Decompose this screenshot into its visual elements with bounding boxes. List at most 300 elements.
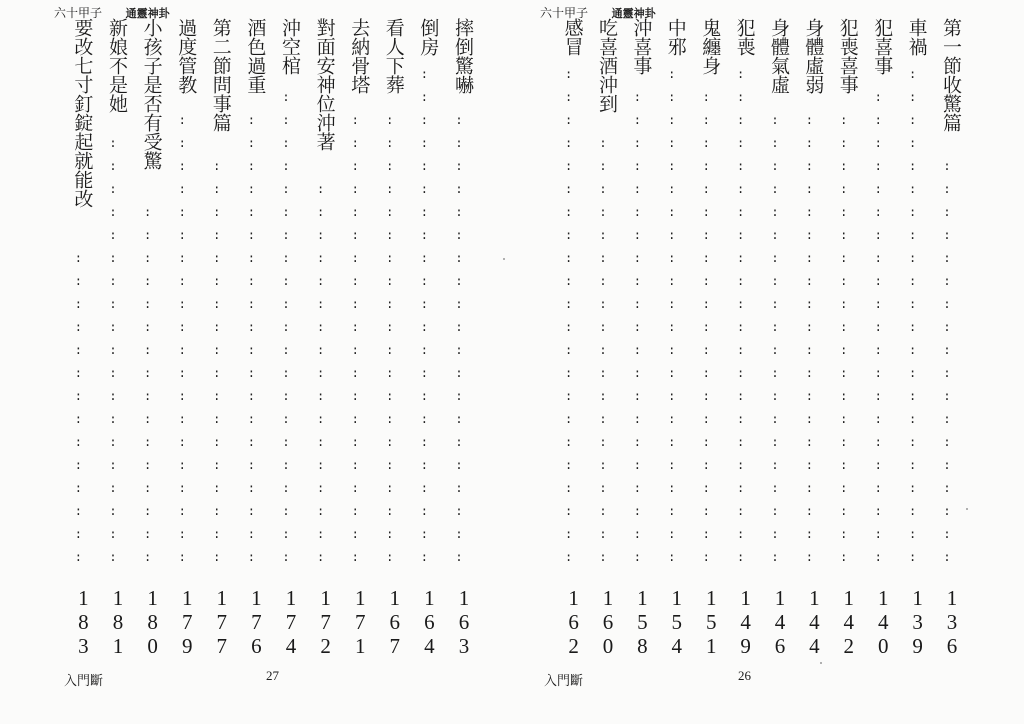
- leader-dot: :: [316, 366, 325, 380]
- leader-dot: :: [599, 366, 607, 380]
- leader-dot: :: [109, 504, 117, 518]
- leader-dot: :: [351, 159, 359, 173]
- leader-dot: :: [143, 251, 152, 265]
- leader-dot: :: [874, 527, 882, 541]
- leader-dot: :: [943, 366, 951, 380]
- leader-dot: :: [874, 297, 882, 311]
- leader-dot: :: [420, 366, 428, 380]
- leader-dot: :: [943, 297, 951, 311]
- leader-dot: :: [316, 228, 325, 242]
- leader-dot: :: [874, 389, 882, 403]
- leader-dot: :: [351, 297, 359, 311]
- leader-dot: :: [805, 366, 813, 380]
- leader-dot: :: [386, 366, 394, 380]
- leader-dot: :: [736, 274, 745, 288]
- leader-dot: :: [736, 320, 745, 334]
- leader-dot: :: [805, 320, 813, 334]
- leader-dot: :: [805, 550, 813, 564]
- leader-dot: :: [805, 182, 813, 196]
- leader-dot: :: [420, 205, 428, 219]
- toc-entry-page: 140: [871, 586, 896, 658]
- leader-dot: :: [109, 205, 117, 219]
- leader-dot: :: [702, 458, 710, 472]
- toc-entry-page: 149: [733, 586, 758, 658]
- leader-dot: :: [213, 389, 221, 403]
- leader-dot: :: [668, 366, 676, 380]
- leader-dot: :: [178, 412, 186, 426]
- leader-dot: :: [736, 389, 745, 403]
- leader-dot: :: [213, 182, 221, 196]
- leader-dot: :: [247, 297, 255, 311]
- leader-dot: :: [455, 320, 463, 334]
- leader-dot: :: [386, 251, 394, 265]
- leader-dot: :: [351, 504, 359, 518]
- leader-dot: :: [420, 343, 428, 357]
- leader-dot: :: [455, 366, 463, 380]
- leader-dot: :: [840, 113, 848, 127]
- toc-entry-page: 136: [940, 586, 964, 658]
- leader-dot: :: [771, 297, 779, 311]
- leader-dot: :: [213, 366, 221, 380]
- leader-dot: :: [908, 481, 917, 495]
- leader-dot: :: [805, 205, 813, 219]
- leader-dot: :: [455, 550, 463, 564]
- leader-dot: :: [840, 458, 848, 472]
- toc-entry[interactable]: [236, 18, 269, 658]
- leader-dot: :: [736, 159, 745, 173]
- leader-dot: :: [213, 274, 221, 288]
- leader-dot: :: [247, 274, 255, 288]
- leader-dot: :: [736, 136, 745, 150]
- leader-dot: :: [805, 274, 813, 288]
- leader-dot: :: [178, 389, 186, 403]
- leader-dot: :: [908, 412, 917, 426]
- toc-entry[interactable]: [167, 18, 200, 658]
- leader-dot: :: [702, 297, 710, 311]
- leader-dot: :: [908, 527, 917, 541]
- leader-dot: :: [908, 228, 917, 242]
- leader-dot: :: [874, 366, 882, 380]
- leader-dot: :: [564, 205, 573, 219]
- toc-entry-page: 163: [452, 586, 476, 658]
- leader-dot: :: [633, 136, 641, 150]
- leader-dot: :: [943, 205, 951, 219]
- leader-dot: :: [213, 458, 221, 472]
- leader-dot: :: [599, 458, 607, 472]
- leader-dot: :: [564, 67, 573, 81]
- leader-dot: :: [943, 320, 951, 334]
- leader-dot: :: [633, 527, 641, 541]
- leader-dot: :: [74, 297, 82, 311]
- leader-dot: :: [840, 251, 848, 265]
- toc-entry-title: 身體虛弱: [802, 18, 825, 94]
- leader-dot: :: [143, 366, 152, 380]
- leader-dot: :: [351, 251, 359, 265]
- leader-dot: :: [736, 458, 745, 472]
- leader-dot: :: [908, 343, 917, 357]
- leader-dot: :: [351, 458, 359, 472]
- leader-dot: :: [178, 297, 186, 311]
- toc-entry[interactable]: [98, 18, 130, 658]
- leader-dot: :: [702, 504, 710, 518]
- leader-dot: :: [736, 435, 745, 449]
- leader-dot: :: [599, 136, 607, 150]
- leader-dot: :: [109, 458, 117, 472]
- leader-dot: :: [420, 389, 428, 403]
- leader-dot: :: [564, 343, 573, 357]
- leader-dot: :: [633, 481, 641, 495]
- leader-dot: :: [564, 320, 573, 334]
- leader-dot: :: [771, 366, 779, 380]
- toc-entry[interactable]: [63, 18, 96, 658]
- leader-dot: :: [282, 320, 290, 334]
- leader-dot: :: [316, 297, 325, 311]
- leader-dot: :: [213, 527, 221, 541]
- leader-dot: :: [143, 412, 152, 426]
- leader-dot: :: [564, 90, 573, 104]
- leader-dot: :: [908, 159, 917, 173]
- leader-dot: :: [874, 320, 882, 334]
- toc-entry[interactable]: [760, 18, 792, 658]
- leader-dot: :: [74, 527, 82, 541]
- leader-dot: :: [247, 205, 255, 219]
- leader-dot: :: [143, 504, 152, 518]
- toc-entry-title: 犯喪: [733, 18, 756, 56]
- leader-dot: :: [736, 182, 745, 196]
- toc-entry-page: 167: [382, 586, 407, 658]
- leader-dot: :: [771, 389, 779, 403]
- leader-dot: :: [213, 481, 221, 495]
- leader-dot: :: [247, 389, 255, 403]
- leader-dot: :: [771, 435, 779, 449]
- leader-dot: :: [943, 504, 951, 518]
- leader-dot: :: [74, 481, 82, 495]
- leader-dot: :: [178, 136, 186, 150]
- leader-dot: :: [247, 251, 255, 265]
- leader-dot: :: [178, 343, 186, 357]
- leader-dot: :: [351, 412, 359, 426]
- leader-dot: :: [736, 297, 745, 311]
- leader-dot: :: [420, 550, 428, 564]
- leader-dot: :: [316, 481, 325, 495]
- leader-dot: :: [247, 412, 255, 426]
- toc-entry-title: 過度管教: [175, 18, 198, 94]
- leader-dot: :: [736, 228, 745, 242]
- leader-dot: :: [564, 297, 573, 311]
- leader-dot: :: [316, 389, 325, 403]
- leader-dot: :: [282, 458, 290, 472]
- leader-dot: :: [874, 251, 882, 265]
- toc-entry[interactable]: [829, 18, 861, 658]
- leader-dot: :: [668, 481, 676, 495]
- leader-dot: :: [771, 550, 779, 564]
- leader-dot: :: [564, 389, 573, 403]
- leader-dot: :: [455, 159, 463, 173]
- leader-dot: :: [633, 320, 641, 334]
- leader-dot: :: [908, 297, 917, 311]
- leader-dot: :: [420, 251, 428, 265]
- toc-entry[interactable]: [691, 18, 724, 658]
- leader-dot: :: [316, 182, 325, 196]
- leader-dot: :: [805, 113, 813, 127]
- leader-dot: :: [805, 458, 813, 472]
- toc-entry-title: 犯喜事: [871, 18, 894, 75]
- toc-entry[interactable]: [271, 18, 303, 658]
- leader-dot: :: [247, 481, 255, 495]
- leader-dot: :: [282, 389, 290, 403]
- leader-dot: :: [420, 90, 428, 104]
- leader-dot: :: [874, 159, 882, 173]
- leader-dot: :: [840, 343, 848, 357]
- toc-entry-title: 犯喪喜事: [836, 18, 859, 94]
- leader-dot: :: [455, 343, 463, 357]
- leader-dot: :: [564, 481, 573, 495]
- leader-dot: :: [143, 550, 152, 564]
- toc-entry[interactable]: [444, 18, 476, 658]
- footer-label: 入門斷: [64, 674, 104, 689]
- leader-dot: :: [247, 527, 255, 541]
- leader-dot: :: [908, 251, 917, 265]
- toc-entry-page: 174: [279, 586, 303, 658]
- leader-dot: :: [564, 182, 573, 196]
- leader-dot: :: [455, 251, 463, 265]
- leader-dot: :: [702, 366, 710, 380]
- leader-dot: :: [805, 435, 813, 449]
- leader-dot: :: [143, 228, 152, 242]
- leader-dot: :: [702, 113, 710, 127]
- footer-label: 入門斷: [544, 674, 584, 689]
- toc-entry-title: 第二節問事篇: [209, 18, 232, 132]
- leader-dot: :: [943, 159, 951, 173]
- leader-dot: :: [668, 205, 676, 219]
- toc-entry[interactable]: [863, 18, 896, 658]
- header-book-title: 通靈神卦: [125, 7, 170, 20]
- leader-dot: :: [633, 159, 641, 173]
- leader-dot: :: [109, 527, 117, 541]
- leader-dot: :: [109, 274, 117, 288]
- leader-dot: :: [143, 320, 152, 334]
- leader-dot: :: [178, 435, 186, 449]
- leader-dot: :: [351, 205, 359, 219]
- leader-dot: :: [455, 412, 463, 426]
- toc-entry-title: 鬼纏身: [699, 18, 722, 75]
- leader-dot: :: [282, 251, 290, 265]
- leader-dot: :: [771, 481, 779, 495]
- toc-entry-page: 183: [71, 586, 96, 658]
- leader-dot: :: [420, 136, 428, 150]
- leader-dot: :: [143, 527, 152, 541]
- leader-dot: :: [908, 320, 917, 334]
- toc-entry-title: 第一節收驚篇: [940, 18, 962, 132]
- leader-dot: :: [564, 458, 573, 472]
- leader-dot: :: [599, 320, 607, 334]
- toc-entry-title: 車禍: [905, 18, 928, 56]
- leader-dot: :: [178, 251, 186, 265]
- leader-dot: :: [702, 481, 710, 495]
- leader-dot: :: [840, 527, 848, 541]
- leader-dot: :: [633, 297, 641, 311]
- leader-dot: :: [633, 504, 641, 518]
- leader-dot: :: [316, 527, 325, 541]
- leader-dot: :: [109, 182, 117, 196]
- leader-dot: :: [668, 320, 676, 334]
- leader-dot: :: [74, 343, 82, 357]
- leader-dot: :: [702, 320, 710, 334]
- leader-dot: :: [420, 297, 428, 311]
- leader-dot: :: [633, 389, 641, 403]
- toc-entry-title: 沖喜事: [630, 18, 653, 75]
- toc-entry-title: 對面安神位沖著: [313, 18, 336, 151]
- leader-dot: :: [282, 159, 290, 173]
- leader-dot: :: [74, 550, 82, 564]
- leader-dot: :: [282, 297, 290, 311]
- leader-dot: :: [908, 205, 917, 219]
- header-book-series: 六十甲子: [540, 6, 589, 20]
- leader-dot: :: [702, 136, 710, 150]
- leader-dot: :: [386, 228, 394, 242]
- leader-dot: :: [805, 527, 813, 541]
- toc-entry[interactable]: [375, 18, 407, 658]
- leader-dot: :: [213, 205, 221, 219]
- leader-dot: :: [109, 366, 117, 380]
- toc-entry[interactable]: [726, 18, 758, 658]
- leader-dot: :: [213, 320, 221, 334]
- leader-dot: :: [351, 435, 359, 449]
- leader-dot: :: [668, 136, 676, 150]
- leader-dot: :: [668, 504, 676, 518]
- leader-dot: :: [247, 113, 255, 127]
- toc-entry[interactable]: [898, 18, 930, 658]
- leader-dot: :: [247, 159, 255, 173]
- leader-dot: :: [805, 228, 813, 242]
- leader-dot: :: [805, 343, 813, 357]
- toc-entry[interactable]: [554, 18, 586, 658]
- leader-dot: :: [386, 527, 394, 541]
- leader-dot: :: [420, 182, 428, 196]
- leader-dot: :: [771, 113, 779, 127]
- leader-dot: :: [282, 366, 290, 380]
- leader-dot: :: [213, 504, 221, 518]
- leader-dot: :: [599, 389, 607, 403]
- leader-dot: :: [874, 412, 882, 426]
- leader-dot: :: [455, 182, 463, 196]
- leader-dot: :: [178, 205, 186, 219]
- leader-dot: :: [420, 67, 428, 81]
- leader-dot: :: [282, 343, 290, 357]
- leader-dot: :: [736, 504, 745, 518]
- leader-dot: :: [702, 435, 710, 449]
- leader-dot: :: [386, 320, 394, 334]
- leader-dot: :: [840, 320, 848, 334]
- leader-dot: :: [736, 67, 745, 81]
- leader-dot: :: [74, 320, 82, 334]
- leader-dot: :: [771, 458, 779, 472]
- page-number: 26: [738, 668, 751, 683]
- leader-dot: :: [771, 228, 779, 242]
- leader-dot: :: [668, 389, 676, 403]
- leader-dot: :: [178, 481, 186, 495]
- leader-dot: :: [943, 527, 951, 541]
- leader-dot: :: [599, 297, 607, 311]
- leader-dot: :: [702, 90, 710, 104]
- leader-dot: :: [564, 504, 573, 518]
- leader-dot: :: [805, 389, 813, 403]
- toc-entry[interactable]: [306, 18, 338, 658]
- toc-entry[interactable]: [588, 18, 620, 658]
- leader-dot: :: [599, 550, 607, 564]
- leader-dot: :: [908, 67, 917, 81]
- leader-dot: :: [143, 274, 152, 288]
- leader-dot: :: [282, 412, 290, 426]
- leader-dot: :: [874, 90, 882, 104]
- toc-entry[interactable]: [932, 18, 964, 658]
- leader-dot: :: [420, 320, 428, 334]
- toc-entry[interactable]: [202, 18, 234, 658]
- toc-entry-page: 181: [106, 586, 130, 658]
- leader-dot: :: [702, 228, 710, 242]
- toc-entry[interactable]: [409, 18, 442, 658]
- leader-dot: :: [455, 228, 463, 242]
- leader-dot: :: [771, 504, 779, 518]
- leader-dot: :: [351, 343, 359, 357]
- leader-dot: :: [386, 159, 394, 173]
- toc-entry[interactable]: [622, 18, 655, 658]
- leader-dot: :: [316, 550, 325, 564]
- leader-dot: :: [564, 159, 573, 173]
- toc-entry-page: 180: [140, 586, 165, 658]
- leader-dot: :: [599, 274, 607, 288]
- leader-dot: :: [351, 320, 359, 334]
- leader-dot: :: [840, 205, 848, 219]
- leader-dot: :: [455, 481, 463, 495]
- leader-dot: :: [316, 504, 325, 518]
- toc-entry[interactable]: [657, 18, 689, 658]
- leader-dot: :: [564, 366, 573, 380]
- leader-dot: :: [351, 527, 359, 541]
- leader-dot: :: [668, 343, 676, 357]
- leader-dot: :: [771, 182, 779, 196]
- toc-entry[interactable]: [133, 18, 165, 658]
- scan-speck: [820, 662, 822, 664]
- leader-dot: :: [420, 527, 428, 541]
- leader-dot: :: [633, 113, 641, 127]
- leader-dot: :: [736, 205, 745, 219]
- leader-dot: :: [702, 550, 710, 564]
- leader-dot: :: [874, 343, 882, 357]
- leader-dot: :: [908, 274, 917, 288]
- toc-entry[interactable]: [340, 18, 373, 658]
- toc-entry[interactable]: [794, 18, 827, 658]
- leader-dot: :: [633, 435, 641, 449]
- leader-dot: :: [143, 481, 152, 495]
- leader-dot: :: [143, 458, 152, 472]
- leader-dot: :: [109, 412, 117, 426]
- leader-dot: :: [736, 90, 745, 104]
- leader-dot: :: [668, 182, 676, 196]
- leader-dot: :: [143, 343, 152, 357]
- leader-dot: :: [908, 182, 917, 196]
- leader-dot: :: [668, 550, 676, 564]
- leader-dot: :: [455, 458, 463, 472]
- leader-dot: :: [386, 458, 394, 472]
- leader-dot: :: [247, 136, 255, 150]
- leader-dot: :: [386, 136, 394, 150]
- toc-entry-title: 中邪: [664, 18, 687, 56]
- leader-dot: :: [736, 527, 745, 541]
- leader-dot: :: [908, 458, 917, 472]
- leader-dot: :: [282, 228, 290, 242]
- toc-entry-page: 160: [596, 586, 620, 658]
